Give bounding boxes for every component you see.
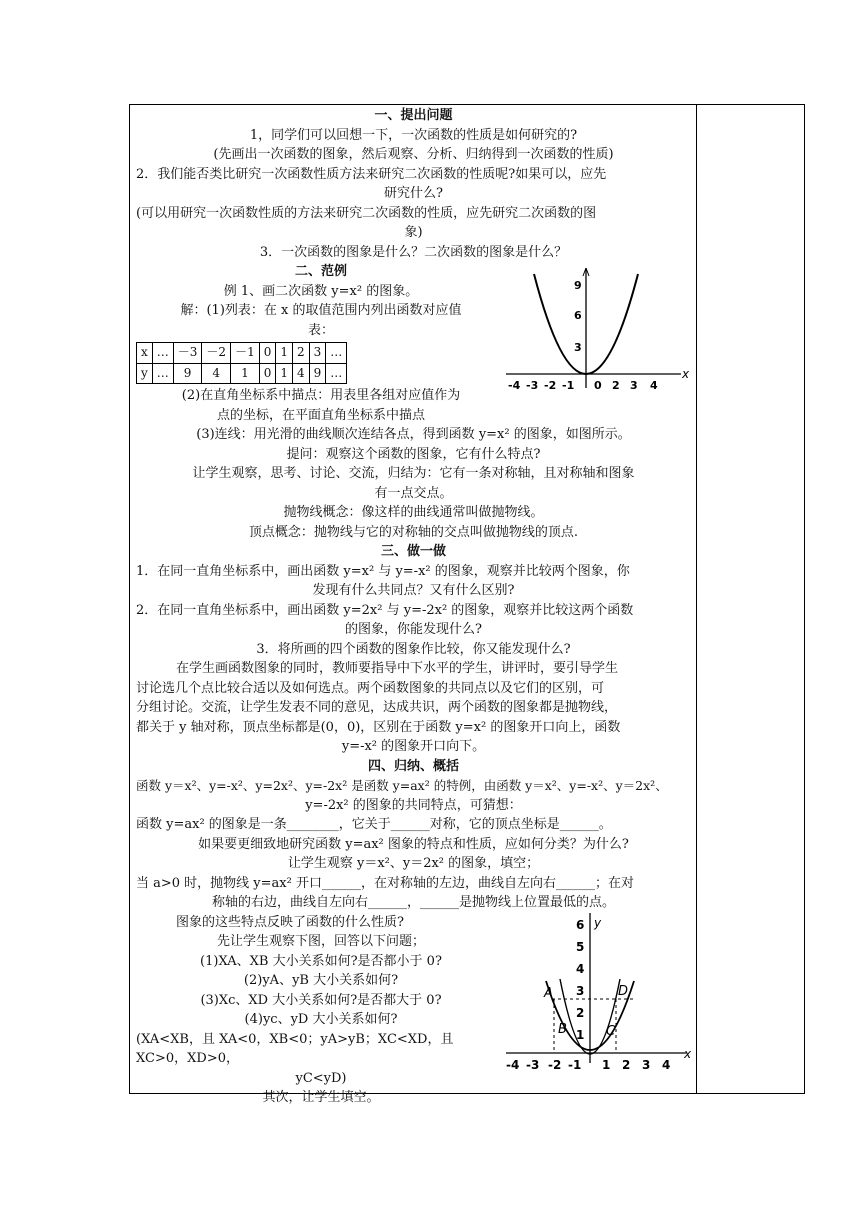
s3-q1: 1．在同一直角坐标系中，画出函数 y=x² 与 y=-x² 的图象，观察并比较两个图象，你 bbox=[136, 563, 630, 579]
svg-text:A: A bbox=[544, 985, 553, 1001]
s2-step2b: 点的坐标，在平面直角坐标系中描点 bbox=[216, 407, 425, 423]
s4-ans1: (XA<XB，且 XA<0，XB<0；yA>yB；XC<XD，且 XC>0，XD>0， bbox=[136, 1031, 454, 1066]
section4-title: 四、归纳、概括 bbox=[367, 758, 459, 774]
svg-text:3: 3 bbox=[576, 983, 585, 998]
points-block bbox=[136, 913, 691, 1108]
section2-title: 二、范例 bbox=[294, 264, 347, 279]
svg-text:-3: -3 bbox=[526, 379, 539, 392]
svg-text:1: 1 bbox=[602, 1057, 611, 1072]
example-block bbox=[136, 262, 691, 425]
svg-text:5: 5 bbox=[576, 939, 585, 954]
table-row: x … －3 －2 －1 0 1 2 3 … bbox=[137, 343, 347, 364]
svg-text:-4: -4 bbox=[506, 1057, 520, 1072]
s4-l9: 先让学生观察下图，回答以下问题； bbox=[216, 934, 425, 949]
s4-ans2: yC<yD) bbox=[295, 1070, 347, 1086]
s1-a2b: 象) bbox=[404, 225, 423, 240]
svg-text:x: x bbox=[684, 1046, 691, 1061]
svg-text:1: 1 bbox=[576, 1027, 585, 1042]
s2-ask: 提问：观察这个函数的图象，它有什么特点? bbox=[286, 446, 541, 462]
svg-text:-1: -1 bbox=[562, 379, 575, 392]
parabola-graph-2 bbox=[506, 913, 691, 1073]
svg-text:3: 3 bbox=[642, 1057, 651, 1072]
s2-concept-parabola: 抛物线概念：像这样的曲线通常叫做抛物线。 bbox=[283, 505, 544, 520]
svg-text:-3: -3 bbox=[526, 1057, 540, 1072]
svg-text:-4: -4 bbox=[508, 379, 521, 392]
section1-title: 一、提出问题 bbox=[374, 108, 453, 123]
svg-text:B: B bbox=[558, 1021, 567, 1037]
s4-l4: 如果要更细致地研究函数 y=ax² 图象的特点和性质，应如何分类？为什么? bbox=[198, 836, 629, 852]
s4-l7: 称轴的右边，曲线自左向右______，______是抛物线上位置最低的点。 bbox=[211, 895, 615, 910]
s2-step3: (3)连线：用光滑的曲线顺次连结各点，得到函数 y=x² 的图象，如图所示。 bbox=[196, 427, 631, 442]
s4-q1: (1)XA、XB 大小关系如何?是否都小于 0? bbox=[200, 953, 442, 969]
s1-a1: (先画出一次函数的图象，然后观察、分析、归纳得到一次函数的性质) bbox=[213, 147, 614, 162]
s4-q4: (4)yc、yD 大小关系如何? bbox=[244, 1012, 398, 1027]
s2-step2: (2)在直角坐标系中描点：用表里各组对应值作为 bbox=[181, 388, 461, 403]
lesson-content bbox=[136, 106, 691, 1108]
svg-text:3: 3 bbox=[630, 379, 638, 392]
s2-concept-vertex: 顶点概念：抛物线与它的对称轴的交点叫做抛物线的顶点. bbox=[248, 524, 579, 540]
svg-text:9: 9 bbox=[574, 279, 582, 292]
s4-l6: 当 a>0 时，抛物线 y=ax² 开口______，在对称轴的左边，曲线自左向右______；在对 bbox=[136, 875, 634, 891]
svg-text:-2: -2 bbox=[544, 379, 557, 392]
s3-p1: 在学生画函数图象的同时，教师要指导中下水平的学生，讲评时，要引导学生 bbox=[176, 661, 619, 676]
column-divider bbox=[696, 104, 697, 1094]
s4-q3: (3)Xc、XD 大小关系如何?是否都大于 0? bbox=[200, 992, 442, 1008]
s1-a2: (可以用研究一次函数性质的方法来研究二次函数的性质，应先研究二次函数的图 bbox=[136, 205, 597, 221]
s4-l10: 其次，让学生填空。 bbox=[262, 1090, 380, 1105]
s3-p5: y=-x² 的图象开口向下。 bbox=[341, 739, 486, 754]
svg-text:2: 2 bbox=[576, 1005, 585, 1020]
s4-l3: 函数 y=ax² 的图象是一条________，它关于______对称，它的顶点坐标是______。 bbox=[136, 817, 612, 832]
s3-q1b: 发现有什么共同点？又有什么区别? bbox=[312, 583, 515, 598]
s1-q1: 1，同学们可以回想一下，一次函数的性质是如何研究的? bbox=[249, 127, 578, 143]
s1-q2: 2．我们能否类比研究一次函数性质方法来研究二次函数的性质呢?如果可以，应先 bbox=[136, 166, 607, 182]
s4-l5: 让学生观察 y＝x²、y＝2x² 的图象，填空； bbox=[287, 856, 540, 871]
s4-l1: 函数 y＝x²、y=-x²、y=2x²、y=-2x² 是函数 y=ax² 的特例，由函数 y＝x²、y=-x²、y＝2x²、 bbox=[136, 778, 668, 793]
svg-text:6: 6 bbox=[574, 309, 582, 322]
svg-text:x: x bbox=[682, 367, 690, 381]
s3-p4: 都关于 y 轴对称，顶点坐标都是(0，0)，区别在于函数 y=x² 的图象开口向上，函数 bbox=[136, 719, 621, 735]
s2-solution: 解：(1)列表：在 x 的取值范围内列出函数对应值 bbox=[180, 303, 462, 318]
s3-p3: 分组讨论。交流，让学生发表不同的意见，达成共识，两个函数的图象都是抛物线， bbox=[136, 700, 618, 715]
s4-l2: y=-2x² 的图象的共同特点，可猜想： bbox=[305, 797, 522, 813]
s2-example: 例 1、画二次函数 y=x² 的图象。 bbox=[223, 283, 419, 299]
s2-observe: 让学生观察，思考、讨论、交流，归结为：它有一条对称轴，且对称轴和图象 bbox=[192, 466, 635, 481]
s1-q2b: 研究什么? bbox=[384, 186, 443, 201]
svg-text:6: 6 bbox=[576, 917, 585, 932]
table-row: y … 9 4 1 0 1 4 9 … bbox=[137, 363, 347, 384]
s1-q3: 3．一次函数的图象是什么？二次函数的图象是什么？ bbox=[259, 244, 568, 260]
svg-text:3: 3 bbox=[574, 341, 582, 354]
s3-q3: 3．将所画的四个函数的图象作比较，你又能发现什么? bbox=[256, 641, 571, 657]
svg-text:4: 4 bbox=[576, 961, 585, 976]
svg-text:C: C bbox=[606, 1023, 616, 1039]
parabola-graph-1 bbox=[506, 266, 691, 401]
s4-q2: (2)yA、yB 大小关系如何? bbox=[243, 973, 399, 988]
s3-q2b: 的图象，你能发现什么? bbox=[345, 622, 482, 637]
svg-text:-1: -1 bbox=[568, 1057, 582, 1072]
s2-solution-b: 表： bbox=[307, 322, 334, 338]
svg-text:y: y bbox=[594, 915, 602, 930]
value-table bbox=[136, 342, 347, 384]
s3-p2: 讨论选几个点比较合适以及如何选点。两个函数图象的共同点以及它们的区别，可 bbox=[136, 680, 605, 696]
section3-title: 三、做一做 bbox=[380, 544, 446, 559]
svg-text:4: 4 bbox=[662, 1057, 671, 1072]
svg-text:4: 4 bbox=[650, 379, 658, 392]
s3-q2: 2．在同一直角坐标系中，画出函数 y=2x² 与 y=-2x² 的图象，观察并比较这两个函数 bbox=[136, 602, 634, 618]
svg-text:2: 2 bbox=[622, 1057, 631, 1072]
svg-text:-2: -2 bbox=[548, 1057, 562, 1072]
svg-text:D: D bbox=[618, 983, 629, 999]
s2-observe-b: 有一点交点。 bbox=[374, 485, 453, 501]
svg-text:2: 2 bbox=[612, 379, 620, 392]
svg-text:0: 0 bbox=[594, 379, 602, 392]
s4-l8: 图象的这些特点反映了函数的什么性质? bbox=[176, 914, 404, 930]
